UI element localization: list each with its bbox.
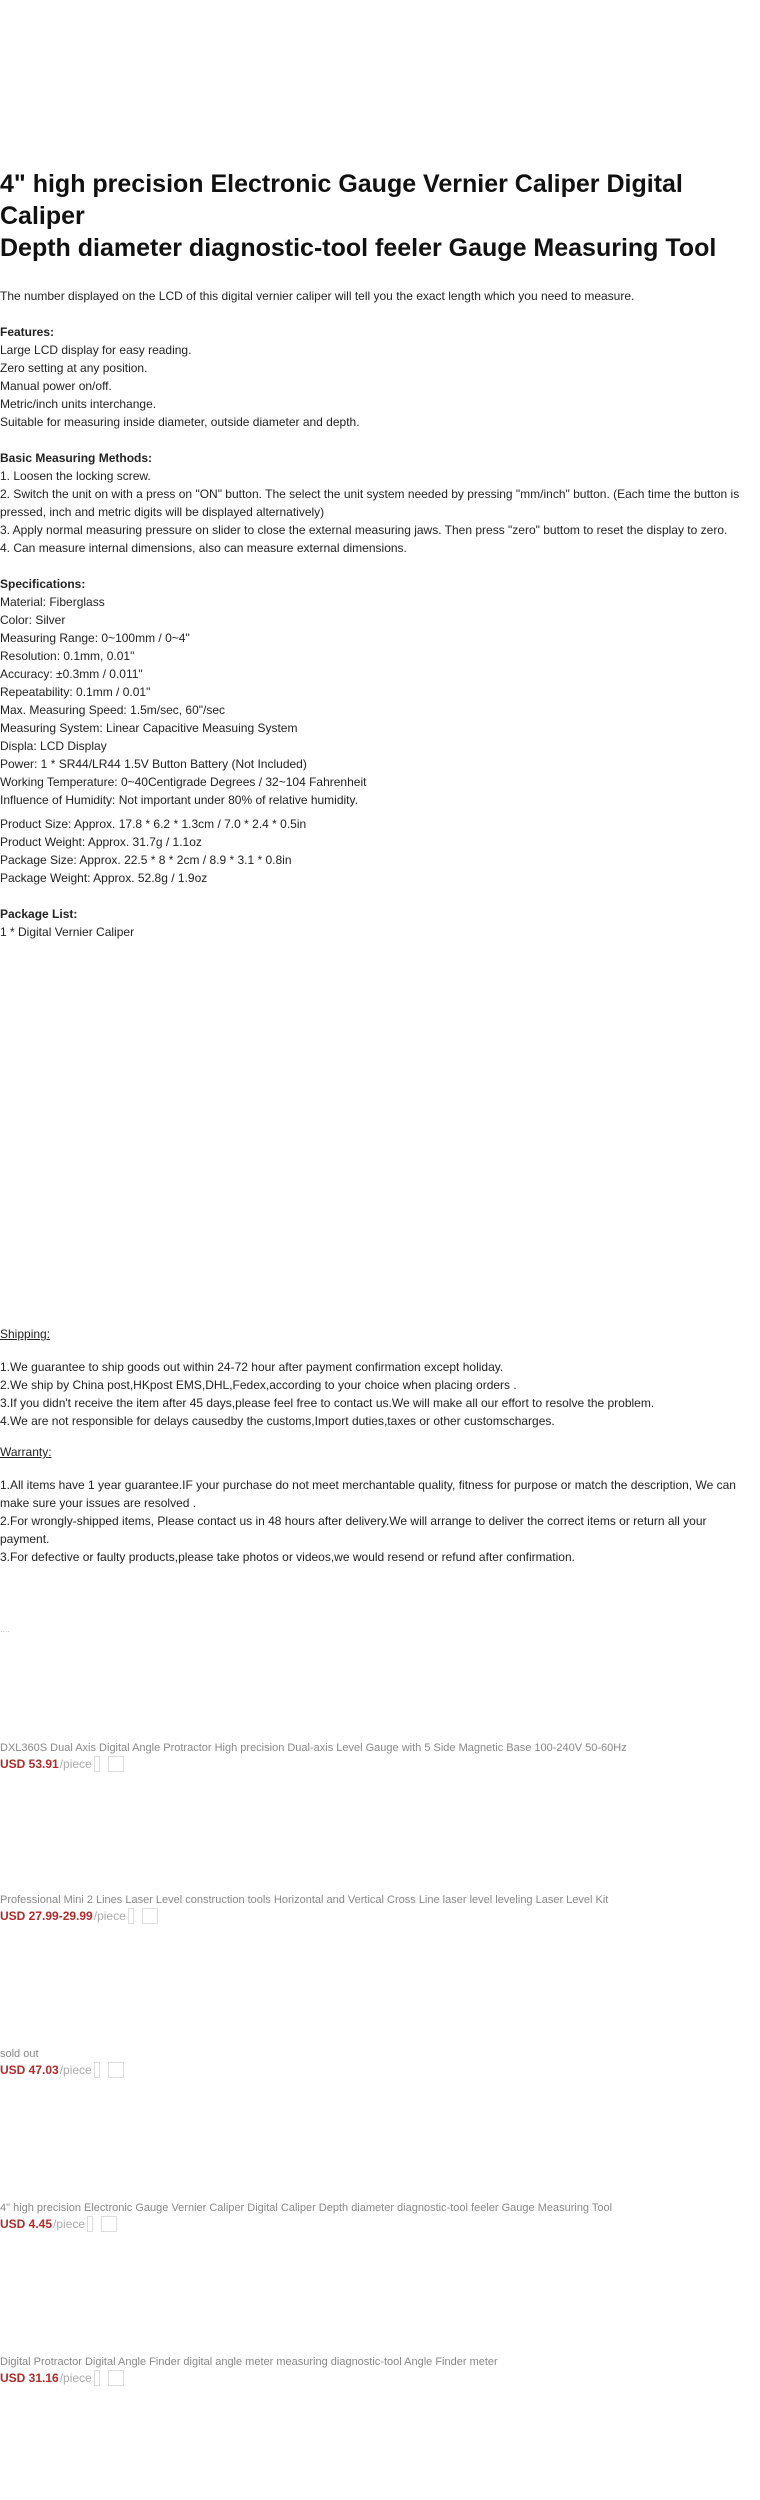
size-section [0,815,740,887]
cart-button[interactable] [108,2062,124,2078]
package-heading: Package List: [0,907,78,921]
feature-item: Suitable for measuring inside diameter, outside diameter and depth. [0,415,360,429]
price-unit: /piece [93,1909,126,1923]
title-line-2: Depth diameter diagnostic-tool feeler Gauge Measuring Tool [0,234,717,262]
ellipsis-mark: .... [0,1624,11,1634]
related-product[interactable] [0,1893,740,1925]
warranty-item: 2.For wrongly-shipped items, Please contact us in 48 hours after delivery.We will arrange to deliver the correct items or return all your payment. [0,1514,707,1546]
spec-item: Repeatability: 0.1mm / 0.01" [0,685,151,699]
cart-button[interactable] [108,2370,124,2386]
product-price: USD 31.16 [0,2371,59,2385]
size-item: Product Size: Approx. 17.8 * 6.2 * 1.3cm / 7.0 * 2.4 * 0.5in [0,817,307,831]
warranty-heading-text: Warranty: [0,1445,52,1459]
related-product[interactable] [0,2355,740,2387]
size-item: Package Size: Approx. 22.5 * 8 * 2cm / 8.9 * 3.1 * 0.8in [0,853,292,867]
cart-button[interactable] [142,1908,158,1924]
product-price: USD 27.99-29.99 [0,1909,93,1923]
size-item: Package Weight: Approx. 52.8g / 1.9oz [0,871,208,885]
price-unit: /piece [59,2063,92,2077]
cart-button[interactable] [108,1756,124,1772]
shipping-section [0,1358,740,1430]
size-item: Product Weight: Approx. 31.7g / 1.1oz [0,835,202,849]
price-unit: /piece [53,2217,86,2231]
product-title [0,168,750,264]
product-name[interactable]: Professional Mini 2 Lines Laser Level construction tools Horizontal and Vertical Cross Line laser level leveling Laser Level Kit [0,1894,609,1906]
method-item: 1. Loosen the locking screw. [0,469,151,483]
product-price: USD 4.45 [0,2217,53,2231]
price-row [0,2369,740,2387]
price-box [94,2370,100,2386]
price-row [0,2215,740,2233]
price-box [94,2062,100,2078]
spec-item: Influence of Humidity: Not important under 80% of relative humidity. [0,793,358,807]
spec-item: Material: Fiberglass [0,595,105,609]
methods-section [0,449,740,557]
price-unit: /piece [59,2371,92,2385]
method-item: 4. Can measure internal dimensions, also can measure external dimensions. [0,541,407,555]
features-section [0,323,740,431]
related-product[interactable] [0,2201,740,2233]
warranty-item: 1.All items have 1 year guarantee.IF your purchase do not meet merchantable quality, fitness for purpose or match the description, We can make sure your issues are resolved . [0,1478,736,1510]
price-box [87,2216,93,2232]
spec-item: Power: 1 * SR44/LR44 1.5V Button Battery (Not Included) [0,757,307,771]
intro-text: The number displayed on the LCD of this digital vernier caliper will tell you the exact length which you need to measure. [0,289,635,303]
spec-item: Resolution: 0.1mm, 0.01" [0,649,135,663]
cart-button[interactable] [101,2216,117,2232]
warranty-item: 3.For defective or faulty products,please take photos or videos,we would resend or refund after confirmation. [0,1550,575,1564]
product-name[interactable]: Digital Protractor Digital Angle Finder digital angle meter measuring diagnostic-tool Angle Finder meter [0,2356,498,2368]
specs-section [0,575,740,809]
price-box [128,1908,134,1924]
product-name[interactable]: DXL360S Dual Axis Digital Angle Protractor High precision Dual-axis Level Gauge with 5 Side Magnetic Base 100-240V 50-60Hz [0,1742,627,1754]
spec-item: Measuring System: Linear Capacitive Measuing System [0,721,298,735]
product-status: sold out [0,2048,39,2060]
feature-item: Manual power on/off. [0,379,112,393]
price-row [0,2061,740,2079]
spec-item: Color: Silver [0,613,66,627]
shipping-item: 1.We guarantee to ship goods out within 24-72 hour after payment confirmation except holiday. [0,1360,504,1374]
shipping-item: 4.We are not responsible for delays causedby the customs,Import duties,taxes or other customscharges. [0,1414,555,1428]
warranty-section [0,1476,740,1566]
price-row [0,1907,740,1925]
feature-item: Metric/inch units interchange. [0,397,157,411]
specs-heading: Specifications: [0,577,86,591]
spec-item: Working Temperature: 0~40Centigrade Degrees / 32~104 Fahrenheit [0,775,367,789]
price-box [94,1756,100,1772]
shipping-heading-text: Shipping: [0,1327,51,1341]
package-item: 1 * Digital Vernier Caliper [0,925,135,939]
spec-item: Displa: LCD Display [0,739,107,753]
price-row [0,1755,740,1773]
features-heading: Features: [0,325,55,339]
product-name[interactable]: 4" high precision Electronic Gauge Vernier Caliper Digital Caliper Depth diameter diagnostic-tool feeler Gauge Measuring Tool [0,2202,613,2214]
method-item: 3. Apply normal measuring pressure on slider to close the external measuring jaws. Then press "zero" buttom to reset the display to zero. [0,523,728,537]
methods-heading: Basic Measuring Methods: [0,451,153,465]
spec-item: Max. Measuring Speed: 1.5m/sec, 60"/sec [0,703,226,717]
package-section [0,905,740,941]
feature-item: Large LCD display for easy reading. [0,343,192,357]
title-line-1: 4" high precision Electronic Gauge Vernier Caliper Digital Caliper [0,170,683,230]
feature-item: Zero setting at any position. [0,361,148,375]
shipping-item: 3.If you didn't receive the item after 45 days,please feel free to contact us.We will make all our effort to resolve the problem. [0,1396,655,1410]
price-unit: /piece [59,1757,92,1771]
warranty-heading [0,1443,740,1461]
method-item: 2. Switch the unit on with a press on "ON" button. The select the unit system needed by pressing "mm/inch" button. (Each time the button is pressed, inch and metric digits will be displayed alternatively) [0,487,740,519]
product-price: USD 53.91 [0,1757,59,1771]
related-product[interactable] [0,1741,740,1773]
spec-item: Accuracy: ±0.3mm / 0.011" [0,667,143,681]
shipping-item: 2.We ship by China post,HKpost EMS,DHL,Fedex,according to your choice when placing orders . [0,1378,517,1392]
product-price: USD 47.03 [0,2063,59,2077]
shipping-heading [0,1325,740,1343]
related-product[interactable] [0,2047,740,2079]
spec-item: Measuring Range: 0~100mm / 0~4" [0,631,190,645]
